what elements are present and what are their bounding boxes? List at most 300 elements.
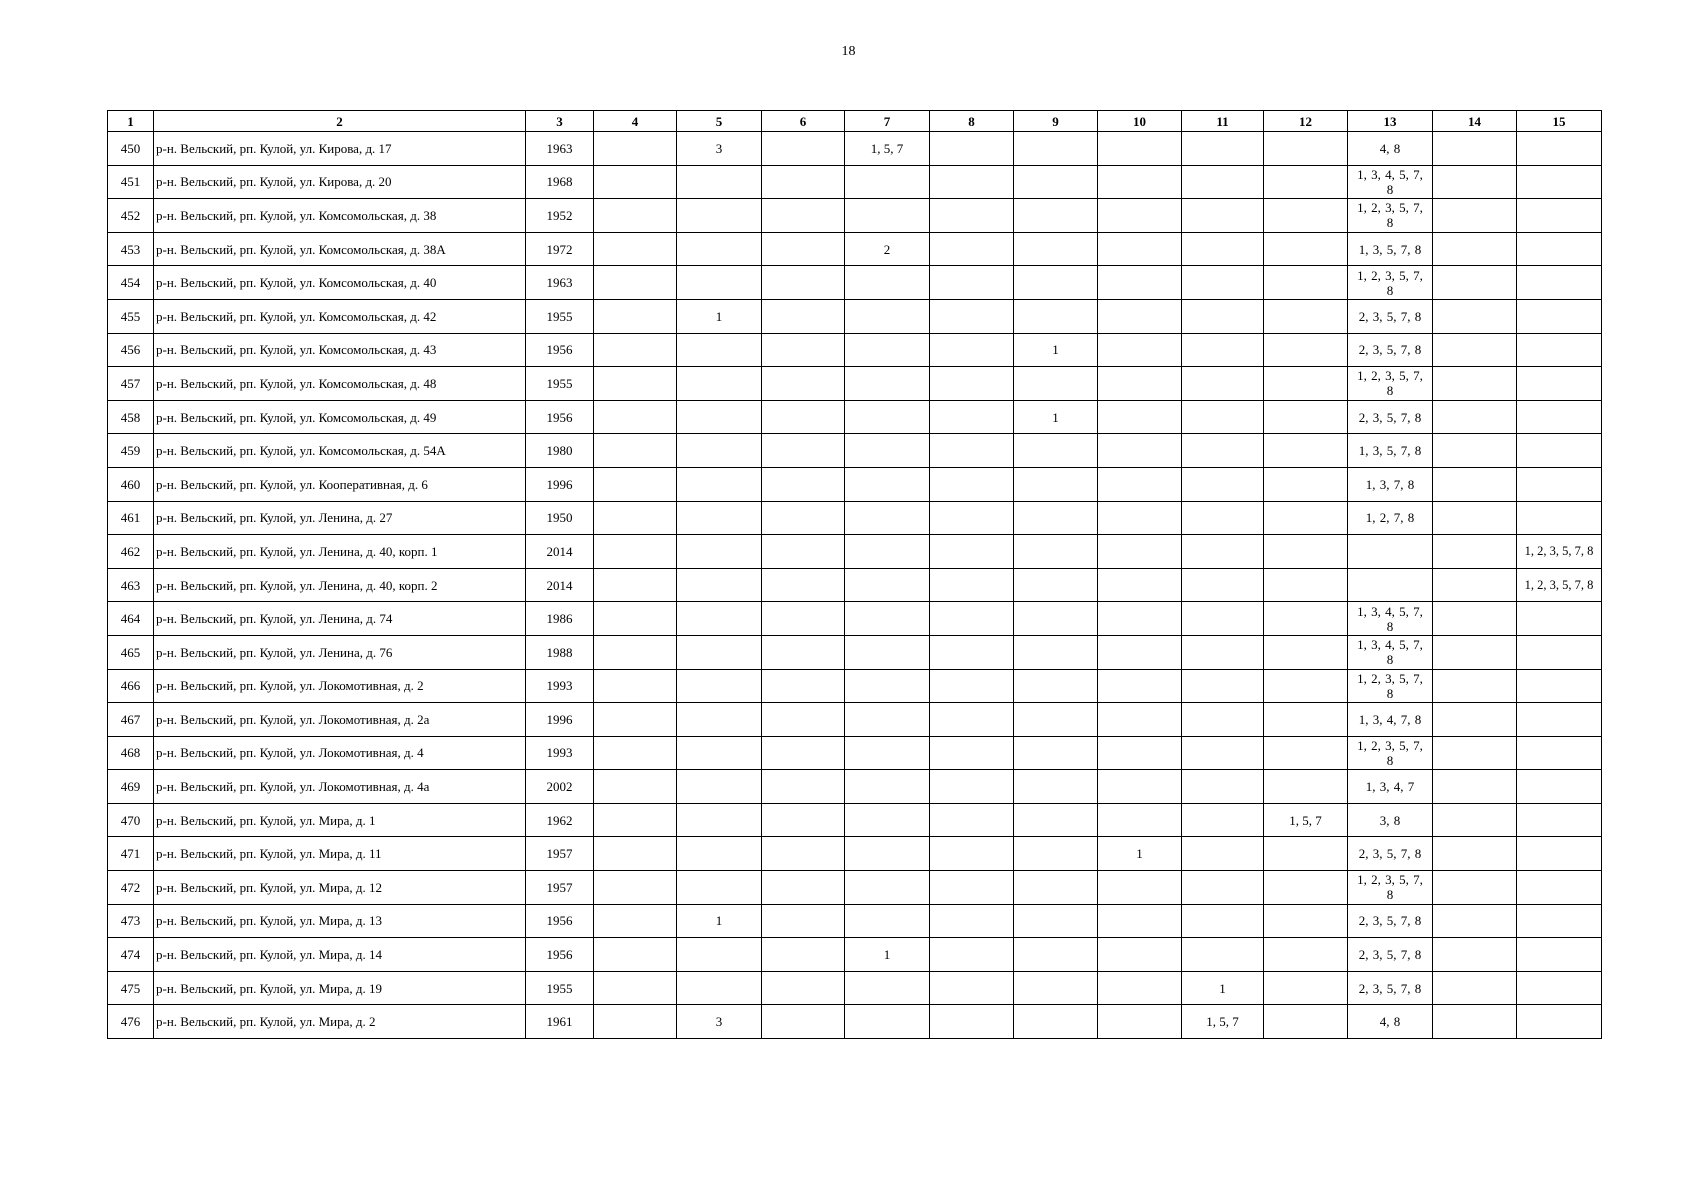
cell-col-6 bbox=[762, 299, 845, 333]
page-number: 18 bbox=[841, 44, 856, 59]
cell-row-number: 473 bbox=[108, 904, 154, 938]
cell-address: р-н. Вельский, рп. Кулой, ул. Комсомольская, д. 42 bbox=[154, 299, 526, 333]
cell-col-10 bbox=[1098, 669, 1182, 703]
cell-col-8 bbox=[930, 266, 1014, 300]
column-header: 13 bbox=[1348, 111, 1433, 132]
cell-row-number: 458 bbox=[108, 400, 154, 434]
cell-col-7 bbox=[845, 434, 930, 468]
cell-col-13: 1, 3, 5, 7, 8 bbox=[1348, 434, 1433, 468]
cell-col-12 bbox=[1264, 635, 1348, 669]
cell-col-4 bbox=[594, 568, 677, 602]
cell-col-6 bbox=[762, 635, 845, 669]
column-header: 12 bbox=[1264, 111, 1348, 132]
cell-col-4 bbox=[594, 904, 677, 938]
cell-col-5 bbox=[677, 971, 762, 1005]
cell-col-4 bbox=[594, 367, 677, 401]
cell-row-number: 453 bbox=[108, 232, 154, 266]
cell-col-4 bbox=[594, 467, 677, 501]
column-header: 6 bbox=[762, 111, 845, 132]
cell-col-11 bbox=[1182, 333, 1264, 367]
column-header: 8 bbox=[930, 111, 1014, 132]
cell-col-10 bbox=[1098, 736, 1182, 770]
cell-col-6 bbox=[762, 266, 845, 300]
cell-col-12 bbox=[1264, 871, 1348, 905]
cell-year-built: 1955 bbox=[526, 971, 594, 1005]
cell-col-5 bbox=[677, 871, 762, 905]
cell-address: р-н. Вельский, рп. Кулой, ул. Мира, д. 1 bbox=[154, 803, 526, 837]
cell-col-6 bbox=[762, 501, 845, 535]
cell-col-15 bbox=[1517, 837, 1602, 871]
cell-year-built: 2014 bbox=[526, 535, 594, 569]
cell-col-8 bbox=[930, 232, 1014, 266]
cell-col-13: 2, 3, 5, 7, 8 bbox=[1348, 971, 1433, 1005]
cell-col-8 bbox=[930, 703, 1014, 737]
cell-col-15: 1, 2, 3, 5, 7, 8 bbox=[1517, 568, 1602, 602]
cell-col-12 bbox=[1264, 400, 1348, 434]
cell-col-11 bbox=[1182, 501, 1264, 535]
cell-col-13: 1, 3, 4, 5, 7, 8 bbox=[1348, 602, 1433, 636]
table-row bbox=[108, 703, 1602, 737]
column-header: 1 bbox=[108, 111, 154, 132]
table-row bbox=[108, 803, 1602, 837]
cell-col-13: 2, 3, 5, 7, 8 bbox=[1348, 333, 1433, 367]
cell-col-8 bbox=[930, 971, 1014, 1005]
cell-col-15 bbox=[1517, 467, 1602, 501]
cell-col-15 bbox=[1517, 635, 1602, 669]
cell-address: р-н. Вельский, рп. Кулой, ул. Комсомольская, д. 48 bbox=[154, 367, 526, 401]
column-header: 5 bbox=[677, 111, 762, 132]
cell-col-12 bbox=[1264, 132, 1348, 166]
table-row bbox=[108, 165, 1602, 199]
cell-col-6 bbox=[762, 367, 845, 401]
cell-year-built: 1996 bbox=[526, 703, 594, 737]
cell-col-6 bbox=[762, 770, 845, 804]
cell-col-9 bbox=[1014, 971, 1098, 1005]
cell-row-number: 474 bbox=[108, 938, 154, 972]
cell-year-built: 1963 bbox=[526, 266, 594, 300]
cell-col-14 bbox=[1433, 299, 1517, 333]
cell-col-11 bbox=[1182, 635, 1264, 669]
cell-address: р-н. Вельский, рп. Кулой, ул. Мира, д. 14 bbox=[154, 938, 526, 972]
cell-col-10: 1 bbox=[1098, 837, 1182, 871]
cell-col-11 bbox=[1182, 770, 1264, 804]
cell-address: р-н. Вельский, рп. Кулой, ул. Кирова, д. 17 bbox=[154, 132, 526, 166]
cell-col-10 bbox=[1098, 266, 1182, 300]
cell-col-11: 1 bbox=[1182, 971, 1264, 1005]
cell-col-13: 1, 2, 3, 5, 7, 8 bbox=[1348, 736, 1433, 770]
cell-col-11 bbox=[1182, 132, 1264, 166]
cell-col-7 bbox=[845, 770, 930, 804]
cell-col-11: 1, 5, 7 bbox=[1182, 1005, 1264, 1039]
cell-col-7 bbox=[845, 367, 930, 401]
cell-col-13: 2, 3, 5, 7, 8 bbox=[1348, 938, 1433, 972]
cell-row-number: 451 bbox=[108, 165, 154, 199]
cell-year-built: 1956 bbox=[526, 400, 594, 434]
cell-col-5 bbox=[677, 938, 762, 972]
cell-col-14 bbox=[1433, 703, 1517, 737]
cell-col-6 bbox=[762, 535, 845, 569]
table-row bbox=[108, 232, 1602, 266]
cell-row-number: 450 bbox=[108, 132, 154, 166]
column-header: 14 bbox=[1433, 111, 1517, 132]
cell-col-9 bbox=[1014, 770, 1098, 804]
cell-row-number: 461 bbox=[108, 501, 154, 535]
cell-col-12 bbox=[1264, 199, 1348, 233]
cell-col-4 bbox=[594, 837, 677, 871]
cell-col-14 bbox=[1433, 400, 1517, 434]
cell-col-7 bbox=[845, 803, 930, 837]
cell-col-13: 1, 2, 3, 5, 7, 8 bbox=[1348, 266, 1433, 300]
cell-col-13 bbox=[1348, 535, 1433, 569]
cell-col-15 bbox=[1517, 232, 1602, 266]
cell-col-6 bbox=[762, 400, 845, 434]
cell-col-13: 3, 8 bbox=[1348, 803, 1433, 837]
cell-col-12 bbox=[1264, 299, 1348, 333]
cell-col-5 bbox=[677, 400, 762, 434]
cell-col-9 bbox=[1014, 367, 1098, 401]
cell-col-8 bbox=[930, 165, 1014, 199]
cell-col-13: 4, 8 bbox=[1348, 1005, 1433, 1039]
cell-col-14 bbox=[1433, 535, 1517, 569]
cell-col-4 bbox=[594, 938, 677, 972]
cell-col-7 bbox=[845, 703, 930, 737]
cell-col-5 bbox=[677, 266, 762, 300]
cell-col-10 bbox=[1098, 367, 1182, 401]
cell-row-number: 452 bbox=[108, 199, 154, 233]
cell-row-number: 476 bbox=[108, 1005, 154, 1039]
table-row bbox=[108, 904, 1602, 938]
cell-col-9 bbox=[1014, 132, 1098, 166]
cell-year-built: 1993 bbox=[526, 669, 594, 703]
cell-col-5 bbox=[677, 568, 762, 602]
cell-col-14 bbox=[1433, 467, 1517, 501]
cell-col-8 bbox=[930, 1005, 1014, 1039]
cell-col-10 bbox=[1098, 568, 1182, 602]
cell-col-7 bbox=[845, 400, 930, 434]
cell-col-9 bbox=[1014, 568, 1098, 602]
cell-col-10 bbox=[1098, 434, 1182, 468]
cell-col-10 bbox=[1098, 400, 1182, 434]
cell-col-9 bbox=[1014, 938, 1098, 972]
cell-col-10 bbox=[1098, 333, 1182, 367]
cell-address: р-н. Вельский, рп. Кулой, ул. Кооперативная, д. 6 bbox=[154, 467, 526, 501]
table-row bbox=[108, 367, 1602, 401]
cell-col-8 bbox=[930, 501, 1014, 535]
cell-address: р-н. Вельский, рп. Кулой, ул. Комсомольская, д. 54А bbox=[154, 434, 526, 468]
cell-col-7: 1 bbox=[845, 938, 930, 972]
cell-year-built: 1957 bbox=[526, 871, 594, 905]
cell-col-10 bbox=[1098, 938, 1182, 972]
cell-col-11 bbox=[1182, 467, 1264, 501]
column-header: 9 bbox=[1014, 111, 1098, 132]
cell-col-15 bbox=[1517, 871, 1602, 905]
cell-address: р-н. Вельский, рп. Кулой, ул. Комсомольская, д. 38А bbox=[154, 232, 526, 266]
cell-col-15 bbox=[1517, 770, 1602, 804]
cell-col-9 bbox=[1014, 736, 1098, 770]
cell-col-11 bbox=[1182, 669, 1264, 703]
cell-year-built: 1986 bbox=[526, 602, 594, 636]
cell-col-11 bbox=[1182, 266, 1264, 300]
cell-col-4 bbox=[594, 501, 677, 535]
cell-col-11 bbox=[1182, 904, 1264, 938]
cell-row-number: 464 bbox=[108, 602, 154, 636]
cell-col-6 bbox=[762, 871, 845, 905]
cell-address: р-н. Вельский, рп. Кулой, ул. Ленина, д. 40, корп. 1 bbox=[154, 535, 526, 569]
cell-col-10 bbox=[1098, 703, 1182, 737]
cell-col-5 bbox=[677, 333, 762, 367]
cell-col-13: 1, 2, 3, 5, 7, 8 bbox=[1348, 871, 1433, 905]
cell-col-9 bbox=[1014, 703, 1098, 737]
column-header: 10 bbox=[1098, 111, 1182, 132]
cell-col-13: 1, 2, 3, 5, 7, 8 bbox=[1348, 367, 1433, 401]
cell-col-12 bbox=[1264, 770, 1348, 804]
cell-col-15 bbox=[1517, 165, 1602, 199]
cell-row-number: 475 bbox=[108, 971, 154, 1005]
column-header: 11 bbox=[1182, 111, 1264, 132]
cell-row-number: 454 bbox=[108, 266, 154, 300]
cell-col-14 bbox=[1433, 165, 1517, 199]
cell-address: р-н. Вельский, рп. Кулой, ул. Локомотивная, д. 2 bbox=[154, 669, 526, 703]
cell-col-10 bbox=[1098, 165, 1182, 199]
cell-col-9 bbox=[1014, 467, 1098, 501]
cell-col-5 bbox=[677, 232, 762, 266]
cell-col-12 bbox=[1264, 568, 1348, 602]
cell-col-5 bbox=[677, 837, 762, 871]
cell-col-9 bbox=[1014, 501, 1098, 535]
cell-col-9 bbox=[1014, 266, 1098, 300]
cell-address: р-н. Вельский, рп. Кулой, ул. Мира, д. 2 bbox=[154, 1005, 526, 1039]
cell-col-4 bbox=[594, 434, 677, 468]
cell-col-12 bbox=[1264, 165, 1348, 199]
cell-col-13: 1, 3, 7, 8 bbox=[1348, 467, 1433, 501]
cell-col-15: 1, 2, 3, 5, 7, 8 bbox=[1517, 535, 1602, 569]
cell-col-7 bbox=[845, 904, 930, 938]
cell-year-built: 1952 bbox=[526, 199, 594, 233]
cell-col-4 bbox=[594, 971, 677, 1005]
cell-col-13: 1, 2, 3, 5, 7, 8 bbox=[1348, 669, 1433, 703]
cell-address: р-н. Вельский, рп. Кулой, ул. Кирова, д. 20 bbox=[154, 165, 526, 199]
cell-col-7 bbox=[845, 1005, 930, 1039]
cell-col-8 bbox=[930, 770, 1014, 804]
cell-col-8 bbox=[930, 938, 1014, 972]
cell-address: р-н. Вельский, рп. Кулой, ул. Ленина, д. 40, корп. 2 bbox=[154, 568, 526, 602]
column-header: 4 bbox=[594, 111, 677, 132]
cell-col-14 bbox=[1433, 736, 1517, 770]
cell-col-9 bbox=[1014, 1005, 1098, 1039]
cell-col-7 bbox=[845, 266, 930, 300]
cell-col-8 bbox=[930, 400, 1014, 434]
cell-col-15 bbox=[1517, 602, 1602, 636]
cell-col-14 bbox=[1433, 1005, 1517, 1039]
cell-col-6 bbox=[762, 971, 845, 1005]
cell-row-number: 455 bbox=[108, 299, 154, 333]
cell-col-14 bbox=[1433, 199, 1517, 233]
cell-col-11 bbox=[1182, 938, 1264, 972]
cell-col-10 bbox=[1098, 199, 1182, 233]
cell-col-5 bbox=[677, 703, 762, 737]
cell-col-4 bbox=[594, 400, 677, 434]
cell-col-10 bbox=[1098, 971, 1182, 1005]
column-header: 15 bbox=[1517, 111, 1602, 132]
cell-row-number: 463 bbox=[108, 568, 154, 602]
cell-address: р-н. Вельский, рп. Кулой, ул. Ленина, д. 74 bbox=[154, 602, 526, 636]
column-header: 2 bbox=[154, 111, 526, 132]
cell-col-4 bbox=[594, 1005, 677, 1039]
cell-col-9: 1 bbox=[1014, 400, 1098, 434]
cell-col-13 bbox=[1348, 568, 1433, 602]
housing-register-table bbox=[107, 110, 1602, 1039]
cell-col-5 bbox=[677, 736, 762, 770]
table-row bbox=[108, 299, 1602, 333]
cell-col-7 bbox=[845, 535, 930, 569]
cell-col-7 bbox=[845, 501, 930, 535]
cell-col-8 bbox=[930, 635, 1014, 669]
table-row bbox=[108, 938, 1602, 972]
column-header: 3 bbox=[526, 111, 594, 132]
cell-row-number: 467 bbox=[108, 703, 154, 737]
cell-col-13: 2, 3, 5, 7, 8 bbox=[1348, 837, 1433, 871]
cell-col-7 bbox=[845, 333, 930, 367]
cell-col-8 bbox=[930, 602, 1014, 636]
cell-col-14 bbox=[1433, 232, 1517, 266]
cell-col-15 bbox=[1517, 266, 1602, 300]
cell-col-9 bbox=[1014, 434, 1098, 468]
cell-address: р-н. Вельский, рп. Кулой, ул. Комсомольская, д. 49 bbox=[154, 400, 526, 434]
cell-col-13: 1, 3, 5, 7, 8 bbox=[1348, 232, 1433, 266]
cell-col-9 bbox=[1014, 602, 1098, 636]
cell-col-4 bbox=[594, 535, 677, 569]
cell-col-9 bbox=[1014, 232, 1098, 266]
cell-col-10 bbox=[1098, 535, 1182, 569]
cell-col-9: 1 bbox=[1014, 333, 1098, 367]
cell-col-12 bbox=[1264, 736, 1348, 770]
cell-col-11 bbox=[1182, 871, 1264, 905]
cell-year-built: 1980 bbox=[526, 434, 594, 468]
cell-address: р-н. Вельский, рп. Кулой, ул. Мира, д. 19 bbox=[154, 971, 526, 1005]
cell-col-9 bbox=[1014, 837, 1098, 871]
cell-col-11 bbox=[1182, 400, 1264, 434]
cell-col-12 bbox=[1264, 434, 1348, 468]
cell-col-4 bbox=[594, 299, 677, 333]
cell-col-11 bbox=[1182, 165, 1264, 199]
cell-col-15 bbox=[1517, 669, 1602, 703]
cell-col-14 bbox=[1433, 132, 1517, 166]
cell-col-4 bbox=[594, 199, 677, 233]
cell-col-10 bbox=[1098, 467, 1182, 501]
cell-col-14 bbox=[1433, 669, 1517, 703]
cell-year-built: 1968 bbox=[526, 165, 594, 199]
cell-address: р-н. Вельский, рп. Кулой, ул. Ленина, д. 76 bbox=[154, 635, 526, 669]
cell-col-12 bbox=[1264, 602, 1348, 636]
table-row bbox=[108, 635, 1602, 669]
cell-col-7 bbox=[845, 736, 930, 770]
cell-col-6 bbox=[762, 803, 845, 837]
cell-col-12 bbox=[1264, 938, 1348, 972]
cell-col-10 bbox=[1098, 1005, 1182, 1039]
cell-col-12 bbox=[1264, 669, 1348, 703]
cell-col-12 bbox=[1264, 904, 1348, 938]
cell-col-14 bbox=[1433, 367, 1517, 401]
cell-col-14 bbox=[1433, 837, 1517, 871]
cell-year-built: 1955 bbox=[526, 367, 594, 401]
table-row bbox=[108, 400, 1602, 434]
cell-col-7 bbox=[845, 165, 930, 199]
cell-col-6 bbox=[762, 232, 845, 266]
cell-col-12 bbox=[1264, 266, 1348, 300]
table-row bbox=[108, 266, 1602, 300]
cell-col-4 bbox=[594, 333, 677, 367]
cell-col-8 bbox=[930, 736, 1014, 770]
cell-col-4 bbox=[594, 232, 677, 266]
cell-col-13: 2, 3, 5, 7, 8 bbox=[1348, 299, 1433, 333]
cell-col-7 bbox=[845, 837, 930, 871]
cell-row-number: 457 bbox=[108, 367, 154, 401]
cell-col-6 bbox=[762, 669, 845, 703]
cell-col-10 bbox=[1098, 803, 1182, 837]
cell-year-built: 2014 bbox=[526, 568, 594, 602]
cell-row-number: 469 bbox=[108, 770, 154, 804]
table-row bbox=[108, 199, 1602, 233]
cell-col-8 bbox=[930, 367, 1014, 401]
cell-col-13: 2, 3, 5, 7, 8 bbox=[1348, 400, 1433, 434]
cell-col-14 bbox=[1433, 568, 1517, 602]
cell-col-6 bbox=[762, 904, 845, 938]
cell-col-9 bbox=[1014, 535, 1098, 569]
cell-col-5 bbox=[677, 501, 762, 535]
cell-col-13: 1, 2, 7, 8 bbox=[1348, 501, 1433, 535]
cell-col-5 bbox=[677, 635, 762, 669]
cell-col-12 bbox=[1264, 703, 1348, 737]
cell-address: р-н. Вельский, рп. Кулой, ул. Ленина, д. 27 bbox=[154, 501, 526, 535]
cell-col-5: 3 bbox=[677, 1005, 762, 1039]
cell-col-13: 4, 8 bbox=[1348, 132, 1433, 166]
cell-col-14 bbox=[1433, 770, 1517, 804]
cell-address: р-н. Вельский, рп. Кулой, ул. Мира, д. 12 bbox=[154, 871, 526, 905]
table-row bbox=[108, 132, 1602, 166]
column-header: 7 bbox=[845, 111, 930, 132]
cell-col-13: 1, 3, 4, 7 bbox=[1348, 770, 1433, 804]
cell-col-7: 2 bbox=[845, 232, 930, 266]
cell-col-6 bbox=[762, 165, 845, 199]
cell-col-11 bbox=[1182, 736, 1264, 770]
cell-col-15 bbox=[1517, 501, 1602, 535]
cell-row-number: 470 bbox=[108, 803, 154, 837]
cell-col-9 bbox=[1014, 199, 1098, 233]
cell-col-5 bbox=[677, 367, 762, 401]
cell-row-number: 460 bbox=[108, 467, 154, 501]
cell-address: р-н. Вельский, рп. Кулой, ул. Комсомольская, д. 40 bbox=[154, 266, 526, 300]
table-row bbox=[108, 501, 1602, 535]
cell-col-4 bbox=[594, 871, 677, 905]
cell-col-11 bbox=[1182, 367, 1264, 401]
cell-address: р-н. Вельский, рп. Кулой, ул. Локомотивная, д. 4 bbox=[154, 736, 526, 770]
cell-col-11 bbox=[1182, 602, 1264, 636]
cell-col-4 bbox=[594, 602, 677, 636]
cell-year-built: 1956 bbox=[526, 904, 594, 938]
cell-address: р-н. Вельский, рп. Кулой, ул. Комсомольская, д. 38 bbox=[154, 199, 526, 233]
cell-col-8 bbox=[930, 132, 1014, 166]
cell-col-14 bbox=[1433, 971, 1517, 1005]
cell-col-14 bbox=[1433, 434, 1517, 468]
cell-col-11 bbox=[1182, 232, 1264, 266]
cell-col-14 bbox=[1433, 635, 1517, 669]
cell-col-4 bbox=[594, 635, 677, 669]
cell-year-built: 2002 bbox=[526, 770, 594, 804]
cell-col-10 bbox=[1098, 132, 1182, 166]
cell-col-6 bbox=[762, 568, 845, 602]
cell-col-6 bbox=[762, 602, 845, 636]
cell-col-12 bbox=[1264, 1005, 1348, 1039]
